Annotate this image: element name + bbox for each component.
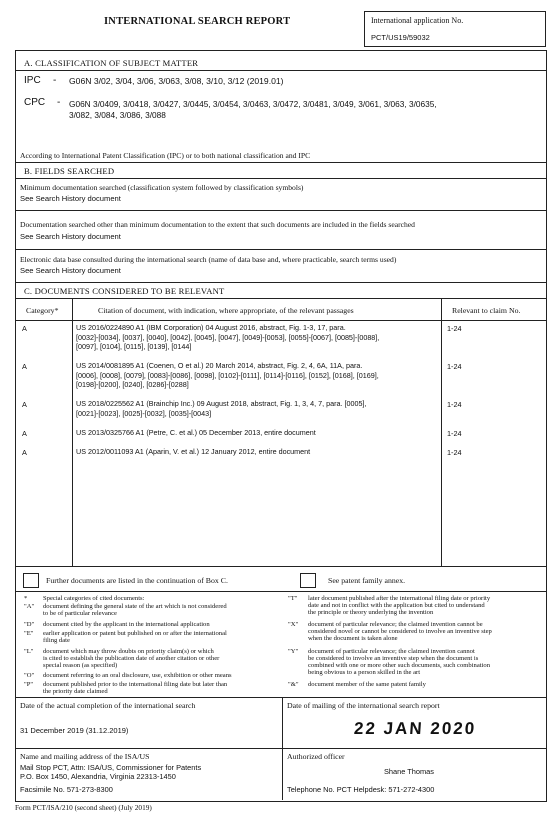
- citation-line: US 2012/0011093 A1 (Aparin, V. et al.) 12 January 2012, entire document: [76, 447, 311, 456]
- legend-text: special reason (as specified): [43, 662, 118, 669]
- facsimile-number: Facsimile No. 571-273-8300: [20, 785, 113, 794]
- telephone-number: Telephone No. PCT Helpdesk: 571-272-4300: [287, 785, 435, 794]
- row-category: A: [22, 448, 27, 457]
- section-c-heading: C. DOCUMENTS CONSIDERED TO BE RELEVANT: [24, 286, 225, 296]
- legend-text: the priority date claimed: [43, 688, 108, 695]
- ipc-according-note: According to International Patent Classification (IPC) or to both national classification and IPC: [20, 151, 311, 160]
- legend-key: "&": [288, 681, 299, 688]
- ipc-dash: -: [53, 75, 57, 86]
- divider: [15, 298, 546, 299]
- citation-line: [0006], [0008], [0079], [0083]-[0086], [0098], [0102]-[0111], [0114]-[0116], [0152], [0168], [0169],: [76, 370, 379, 380]
- section-a-heading: A. CLASSIFICATION OF SUBJECT MATTER: [24, 58, 199, 68]
- row-claims: 1-24: [447, 400, 462, 409]
- legend-key: "O": [24, 672, 35, 679]
- cpc-dash: -: [57, 97, 61, 108]
- legend-key: "Y": [288, 648, 299, 655]
- divider: [15, 70, 546, 71]
- completion-date-label: Date of the actual completion of the international search: [20, 701, 196, 710]
- row-category: A: [22, 362, 27, 371]
- ipc-value: G06N 3/02, 3/04, 3/06, 3/063, 3/08, 3/10, 3/12 (2019.01): [69, 76, 284, 86]
- further-documents-checkbox[interactable]: [23, 573, 39, 588]
- legend-intro: Special categories of cited documents:: [43, 595, 145, 602]
- divider: [15, 249, 546, 250]
- row-claims: 1-24: [447, 362, 462, 371]
- divider: [15, 320, 546, 321]
- authorized-officer-label: Authorized officer: [287, 752, 345, 761]
- legend-text: combined with one or more other such documents, such combination: [308, 662, 491, 669]
- cpc-label: CPC: [24, 97, 46, 108]
- legend-text: document of particular relevance; the claimed invention cannot: [308, 648, 475, 655]
- legend-text: when the document is taken alone: [308, 635, 398, 642]
- completion-date-value: 31 December 2019 (31.12.2019): [20, 726, 129, 735]
- legend-text: the principle or theory underlying the invention: [308, 609, 434, 616]
- divider: [15, 748, 546, 749]
- legend-text: being obvious to a person skilled in the art: [308, 669, 421, 676]
- citation-line: [0032]-[0034], [0037], [0040], [0042], [0045], [0047], [0049]-[0053], [0055]-[0067], [0085]-[0088],: [76, 332, 380, 342]
- citation-text: [76, 361, 438, 390]
- divider: [15, 162, 546, 163]
- row-category: A: [22, 429, 27, 438]
- other-documentation-value: See Search History document: [20, 232, 121, 241]
- column-header-claims: Relevant to claim No.: [452, 306, 521, 315]
- citation-text: [76, 428, 438, 438]
- application-number-box: [364, 11, 546, 47]
- legend-text: be considered to involve an inventive step when the document is: [308, 655, 479, 662]
- legend-text: considered novel or cannot be considered to involve an inventive step: [308, 628, 492, 635]
- application-label: International application No.: [371, 16, 464, 25]
- legend-key: "L": [24, 648, 34, 655]
- divider: [15, 591, 546, 592]
- column-header-citation: Citation of document, with indication, where appropriate, of the relevant passages: [98, 306, 354, 315]
- isa-address-line1: Mail Stop PCT, Attn: ISA/US, Commissioner for Patents: [20, 763, 202, 772]
- isa-name-label: Name and mailing address of the ISA/US: [20, 752, 150, 761]
- legend-text: document cited by the applicant in the international application: [43, 621, 210, 628]
- legend-key: "A": [24, 603, 35, 610]
- electronic-database-label: Electronic data base consulted during the international search (name of data base and, where practicable, search terms used): [20, 255, 397, 264]
- legend-text: to be of particular relevance: [43, 610, 117, 617]
- form-footer: Form PCT/ISA/210 (second sheet) (July 2019): [15, 803, 152, 812]
- citation-line: [0097], [0104], [0115], [0139], [0144]: [76, 342, 192, 352]
- divider: [15, 282, 546, 283]
- divider: [15, 178, 546, 179]
- section-b-heading: B. FIELDS SEARCHED: [24, 166, 115, 176]
- legend-key: "T": [288, 595, 298, 602]
- citation-text: [76, 399, 438, 418]
- citation-line: US 2013/0325766 A1 (Petre, C. et al.) 05 December 2013, entire document: [76, 428, 316, 437]
- legend-text: document which may throw doubts on priority claim(s) or which: [43, 648, 214, 655]
- isa-address-line2: P.O. Box 1450, Alexandria, Virginia 22313-1450: [20, 772, 176, 781]
- citation-line: US 2014/0081895 A1 (Coenen, O et al.) 20 March 2014, abstract, Fig. 2, 4, 6A, 11A, para.: [76, 361, 363, 370]
- ipc-label: IPC: [24, 75, 41, 86]
- authorized-officer-name: Shane Thomas: [384, 767, 434, 776]
- legend-key: "X": [288, 621, 299, 628]
- citation-line: [0021]-[0023], [0025]-[0032], [0035]-[0043]: [76, 408, 212, 418]
- minimum-documentation-label: Minimum documentation searched (classification system followed by classification symbols): [20, 183, 304, 192]
- row-category: A: [22, 324, 27, 333]
- report-title: INTERNATIONAL SEARCH REPORT: [104, 16, 291, 27]
- mailing-date-label: Date of mailing of the international search report: [287, 701, 440, 710]
- further-documents-label: Further documents are listed in the continuation of Box C.: [46, 576, 228, 585]
- citation-line: [0198]-[0200], [0240], [0286]-[0288]: [76, 380, 189, 390]
- legend-key: *: [24, 595, 28, 602]
- cpc-value-line2: 3/082, 3/084, 3/086, 3/088: [69, 110, 166, 120]
- legend-text: later document published after the international filing date or priority: [308, 595, 491, 602]
- citation-text: [76, 447, 438, 457]
- divider: [15, 210, 546, 211]
- legend-key: "D": [24, 621, 35, 628]
- legend-key: "P": [24, 681, 34, 688]
- mailing-date-stamp: 22 JAN 2020: [353, 719, 477, 738]
- legend-text: document member of the same patent family: [308, 681, 426, 688]
- legend-text: document defining the general state of the art which is not considered: [43, 603, 227, 610]
- row-category: A: [22, 400, 27, 409]
- legend-text: document referring to an oral disclosure, use, exhibition or other means: [43, 672, 232, 679]
- patent-family-checkbox[interactable]: [300, 573, 316, 588]
- column-divider: [441, 298, 442, 566]
- legend-text: is cited to establish the publication date of another citation or other: [43, 655, 220, 662]
- citation-text: [76, 323, 438, 352]
- legend-text: document of particular relevance; the claimed invention cannot be: [308, 621, 483, 628]
- row-claims: 1-24: [447, 448, 462, 457]
- minimum-documentation-value: See Search History document: [20, 194, 121, 203]
- legend-text: document published prior to the international filing date but later than: [43, 681, 228, 688]
- citation-line: US 2016/0224890 A1 (IBM Corporation) 04 August 2016, abstract, Fig. 1-3, 17, para.: [76, 323, 346, 332]
- other-documentation-label: Documentation searched other than minimum documentation to the extent that such documents are included in the fields searched: [20, 220, 415, 229]
- column-header-category: Category*: [26, 306, 59, 315]
- row-claims: 1-24: [447, 324, 462, 333]
- column-divider: [72, 298, 73, 566]
- legend-text: filing date: [43, 637, 70, 644]
- application-number: PCT/US19/59032: [371, 33, 430, 42]
- divider: [15, 697, 546, 698]
- legend-text: date and not in conflict with the application but cited to understand: [308, 602, 485, 609]
- cpc-value-line1: G06N 3/0409, 3/0418, 3/0427, 3/0445, 3/0454, 3/0463, 3/0472, 3/0481, 3/049, 3/061, 3/063, 3/0635,: [69, 99, 437, 109]
- citation-line: US 2018/0225562 A1 (Brainchip Inc.) 09 August 2018, abstract, Fig. 1, 3, 4, 7, para. [0005],: [76, 399, 367, 408]
- row-claims: 1-24: [447, 429, 462, 438]
- electronic-database-value: See Search History document: [20, 266, 121, 275]
- legend-text: earlier application or patent but published on or after the international: [43, 630, 227, 637]
- legend-key: "E": [24, 630, 34, 637]
- divider: [15, 566, 546, 567]
- patent-family-label: See patent family annex.: [328, 576, 406, 585]
